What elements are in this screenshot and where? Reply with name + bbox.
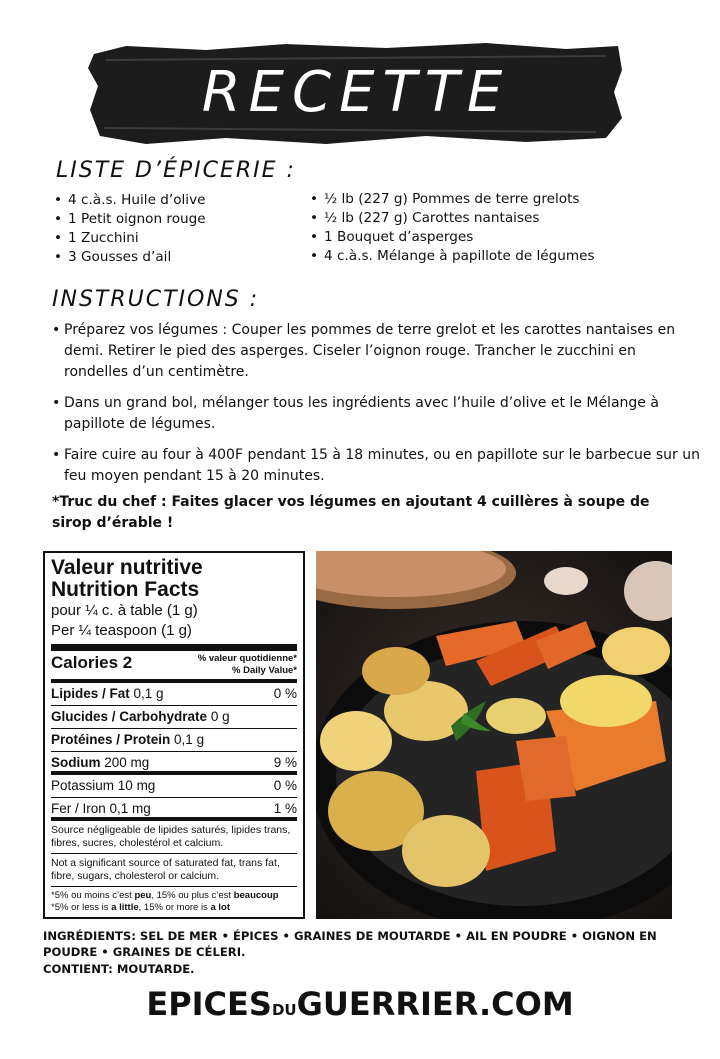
nutrient-amount: 0,1 g (174, 732, 205, 747)
nutrient-amount: 0 g (210, 709, 230, 724)
list-item: • 1 Bouquet d’asperges (310, 228, 595, 247)
nutrient-dv: 1 % (273, 801, 297, 816)
nutrition-title-en: Nutrition Facts (51, 578, 200, 601)
chef-tip: *Truc du chef : Faites glacer vos légumes en ajoutant 4 cuillères à soupe de sirop d’érable ! (52, 494, 650, 531)
list-item: • ½ lb (227 g) Pommes de terre grelots (310, 190, 595, 209)
grocery-heading: LISTE D’ÉPICERIE : (56, 158, 296, 183)
serving-en: Per ¼ teaspoon (1 g) (51, 622, 192, 639)
nutrient-dv: 0 % (273, 778, 297, 793)
nutrient-row (51, 683, 297, 706)
instructions-heading: INSTRUCTIONS : (52, 287, 260, 312)
dv-header-fr: % valeur quotidienne* (197, 653, 297, 664)
nutrient-label: Fer / Iron (51, 801, 106, 816)
note-fr: Source négligeable de lipides saturés, lipides trans, fibres, sucres, cholestérol et calcium. (51, 821, 297, 854)
nutrient-row (51, 798, 297, 821)
list-item: • 1 Zucchini (54, 229, 206, 248)
footnote-fr: *5% ou moins c’est peu, 15% ou plus c’est beaucoup (51, 890, 279, 901)
serving-fr: pour ¼ c. à table (1 g) (51, 602, 198, 619)
roasted-vegetables-photo (316, 551, 672, 919)
nutrient-row (51, 729, 297, 752)
title-banner (86, 40, 626, 148)
list-item: • 4 c.à.s. Huile d’olive (54, 191, 206, 210)
divider (51, 644, 297, 651)
nutrient-row (51, 752, 297, 775)
nutrition-title-fr: Valeur nutritive (51, 556, 203, 579)
ingredients-text: INGRÉDIENTS: SEL DE MER • ÉPICES • GRAINES DE MOUTARDE • AIL EN POUDRE • OIGNON EN POUDRE • GRAINES DE CÉLERI. (43, 929, 657, 959)
nutrient-label: Glucides / Carbohydrate (51, 709, 208, 724)
nutrient-label: Lipides / Fat (51, 686, 130, 701)
grocery-list-right (310, 190, 595, 266)
nutrient-label: Potassium (51, 778, 115, 793)
nutrient-row (51, 775, 297, 798)
nutrient-amount: 0,1 g (133, 686, 164, 701)
page-title: RECETTE (201, 60, 511, 125)
nutrient-label: Protéines / Protein (51, 732, 171, 747)
calories-row (51, 653, 297, 683)
list-item: • 1 Petit oignon rouge (54, 210, 206, 229)
allergen-text: CONTIENT: MOUTARDE. (43, 962, 195, 976)
note-en: Not a significant source of saturated fat, trans fat, fibre, sugars, cholesterol or calcium. (51, 854, 297, 887)
dv-header-en: % Daily Value* (232, 665, 297, 676)
nutrient-dv: 0 % (273, 686, 297, 701)
nutrient-dv: 9 % (273, 755, 297, 770)
nutrient-amount: 0,1 mg (109, 801, 151, 816)
instructions-list (52, 320, 702, 497)
list-item: • ½ lb (227 g) Carottes nantaises (310, 209, 595, 228)
footnote-en: *5% or less is a little, 15% or more is a lot (51, 902, 230, 913)
list-item: • 4 c.à.s. Mélange à papillote de légumes (310, 247, 595, 266)
nutrient-amount: 200 mg (104, 755, 150, 770)
grocery-list-left (54, 191, 206, 267)
site-part3: GUERRIER.COM (296, 985, 574, 1023)
instruction-step: • Dans un grand bol, mélanger tous les ingrédients avec l’huile d’olive et le Mélange à papillote de légumes. (52, 393, 702, 435)
instruction-step: • Préparez vos légumes : Couper les pommes de terre grelot et les carottes nantaises en demi. Retirer le pied des asperges. Ciseler l’oignon rouge. Trancher le zucchini en rondelles d’un centimètre. (52, 320, 702, 383)
nutrition-facts-table (43, 551, 305, 919)
daily-value-header (198, 653, 297, 677)
footnote (51, 887, 297, 914)
nutrient-label: Sodium (51, 755, 101, 770)
nutrient-row (51, 706, 297, 729)
website-url (0, 985, 720, 1023)
nutrient-amount: 10 mg (117, 778, 156, 793)
instruction-step: • Faire cuire au four à 400F pendant 15 à 18 minutes, ou en papillote sur le barbecue sur un feu moyen pendant 15 à 20 minutes. (52, 445, 702, 487)
site-part1: EPICES (146, 985, 272, 1023)
site-part2: DU (271, 1001, 297, 1019)
calories-label: Calories 2 (51, 653, 133, 672)
list-item: • 3 Gousses d’ail (54, 248, 206, 267)
